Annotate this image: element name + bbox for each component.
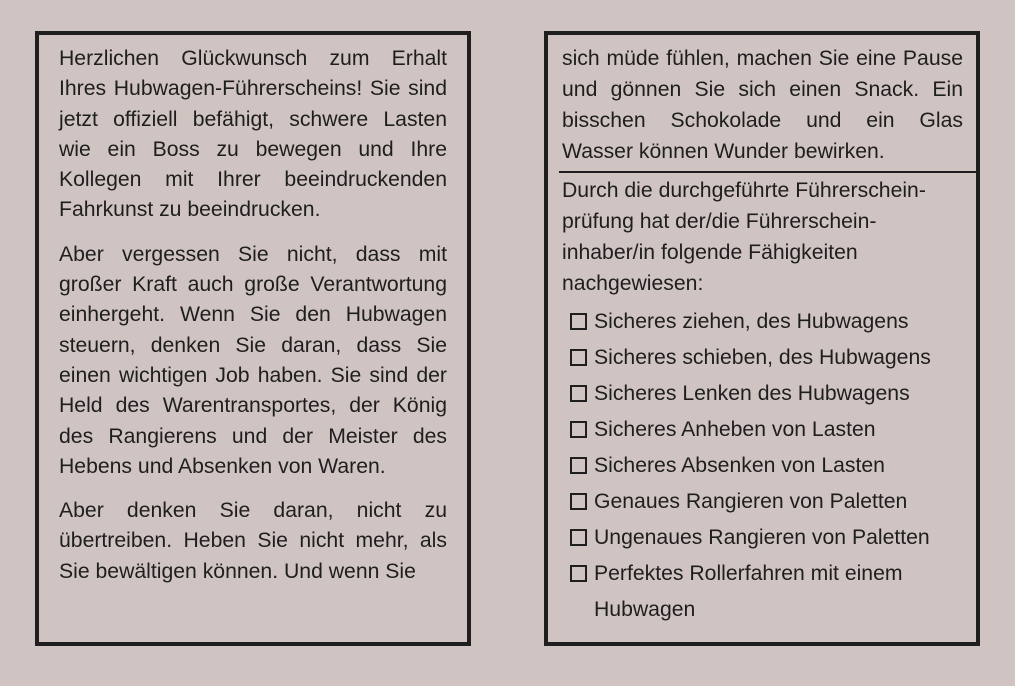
divider xyxy=(559,171,976,173)
skill-item-precise-maneuver xyxy=(570,484,976,520)
checkbox-icon[interactable] xyxy=(570,565,587,582)
checkbox-icon[interactable] xyxy=(570,313,587,330)
skill-item-push xyxy=(570,340,976,376)
skill-label: Sicheres Lenken des Hubwagens xyxy=(594,382,910,405)
skill-label: Genaues Rangieren von Paletten xyxy=(594,490,908,513)
skill-label: Sicheres schieben, des Hubwagens xyxy=(594,346,931,369)
skills-intro: Durch die durchgeführte Führerschein-prüfung hat der/die Führerschein-inhaber/in folgende Fähigkeiten nachgewiesen: xyxy=(562,179,926,295)
skills-checklist xyxy=(548,304,976,628)
right-panel xyxy=(544,31,980,646)
skill-item-scooter xyxy=(570,556,976,628)
skill-item-steer xyxy=(570,376,976,412)
skill-label: Sicheres Absenken von Lasten xyxy=(594,454,885,477)
congratulation-paragraph: Herzlichen Glückwunsch zum Erhalt Ihres Hubwagen-Führerscheins! Sie sind jetzt offiziell befähigt, schwere Lasten wie ein Boss zu bewegen und Ihre Kollegen mit Ihrer beeindruckenden Fahrkunst zu beeindrucken. xyxy=(59,47,447,222)
checkbox-icon[interactable] xyxy=(570,421,587,438)
skill-item-imprecise-maneuver xyxy=(570,520,976,556)
skill-label: Sicheres Anheben von Lasten xyxy=(594,418,876,441)
left-panel xyxy=(35,31,471,646)
skill-label: Perfektes Rollerfahren mit einem Hubwagen xyxy=(594,562,903,621)
skill-item-pull xyxy=(570,304,976,340)
checkbox-icon[interactable] xyxy=(570,385,587,402)
responsibility-paragraph: Aber vergessen Sie nicht, dass mit großer Kraft auch große Verantwortung einhergeht. Wenn Sie den Hubwagen steuern, denken Sie daran, dass Sie einen wichtigen Job haben. Sie sind der Held des Warentransportes, der König des Rangierens und der Meister des Hebens und Absenken von Waren. xyxy=(59,242,447,478)
skill-label: Ungenaues Rangieren von Paletten xyxy=(594,526,930,549)
continuation-paragraph: sich müde fühlen, machen Sie eine Pause und gönnen Sie sich einen Snack. Ein bisschen Schokolade und ein Glas Wasser können Wunder bewirken. xyxy=(562,47,963,163)
skill-label: Sicheres ziehen, des Hubwagens xyxy=(594,310,909,333)
checkbox-icon[interactable] xyxy=(570,457,587,474)
skill-item-lift xyxy=(570,412,976,448)
checkbox-icon[interactable] xyxy=(570,529,587,546)
skill-item-lower xyxy=(570,448,976,484)
checkbox-icon[interactable] xyxy=(570,493,587,510)
checkbox-icon[interactable] xyxy=(570,349,587,366)
warning-paragraph: Aber denken Sie daran, nicht zu übertreiben. Heben Sie nicht mehr, als Sie bewältigen können. Und wenn Sie xyxy=(59,499,447,583)
